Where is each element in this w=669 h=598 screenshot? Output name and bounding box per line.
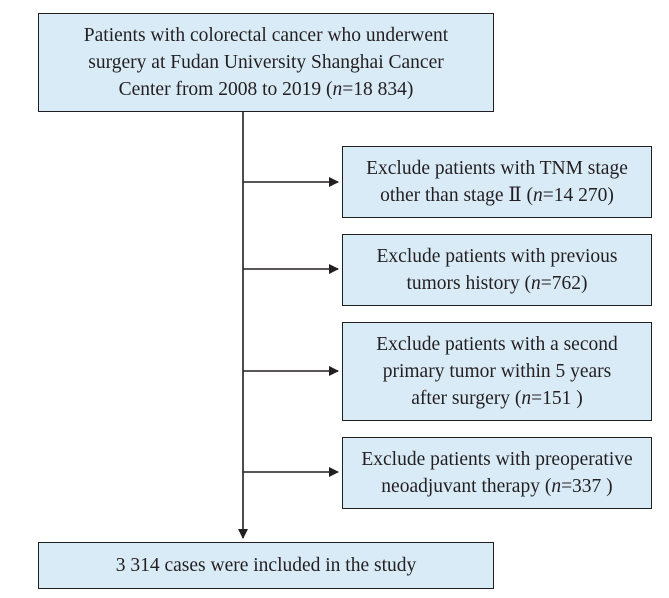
exclusion-box-stage [342,146,652,218]
exclusion-1-line-1: Exclude patients with TNM stage [366,158,628,179]
start-line-3: Center from 2008 to 2019 (n=18 834) [118,79,414,100]
exclusion-3-line-1: Exclude patients with a second [376,334,618,355]
start-line-2: surgery at Fudan University Shanghai Cancer [88,52,444,73]
result-label: 3 314 cases were included in the study [115,555,417,576]
exclusion-2-line-2: tumors history (n=762) [406,273,588,294]
exclusion-box-history [342,234,652,306]
exclusion-box-neoadjuvant [342,437,652,509]
result-box [38,542,494,589]
exclusion-box-second-tumor [342,322,652,421]
exclusion-4-line-1: Exclude patients with preoperative [361,449,633,470]
exclusion-3-line-2: primary tumor within 5 years [382,361,612,382]
exclusion-3-line-3: after surgery (n=151 ) [411,388,583,409]
exclusion-2-line-1: Exclude patients with previous [376,246,618,267]
start-line-1: Patients with colorectal cancer who underwent [83,25,449,46]
start-box [38,13,494,112]
exclusion-1-line-2: other than stage Ⅱ (n=14 270) [380,185,614,206]
exclusion-4-line-2: neoadjuvant therapy (n=337 ) [381,476,613,497]
